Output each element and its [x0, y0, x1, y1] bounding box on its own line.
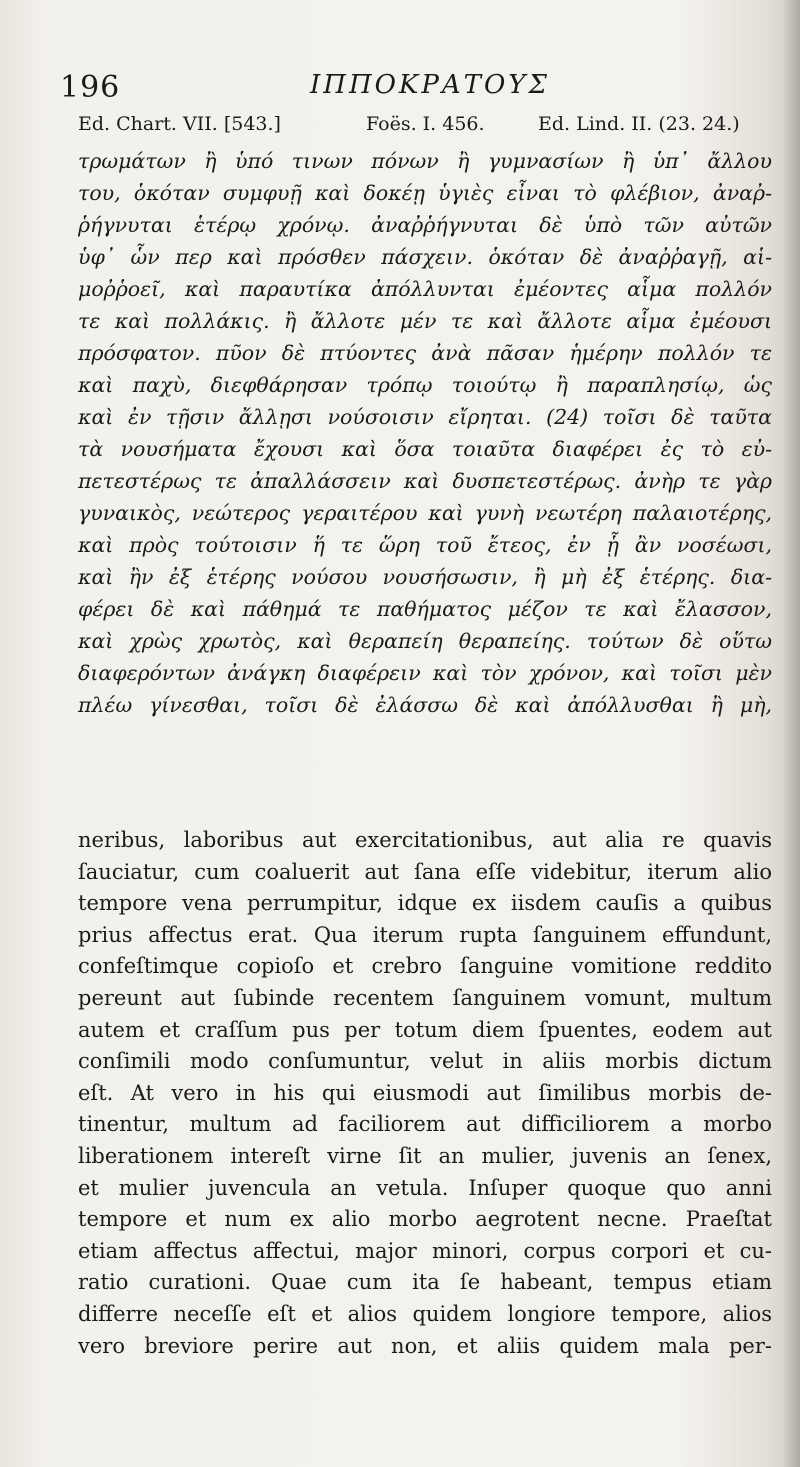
latin-line: differre neceſſe eſt et alios quidem longiore tempore, alios: [78, 1301, 772, 1326]
latin-line: liberationem intereſt virne ſit an mulier, juvenis an ſenex,: [78, 1143, 772, 1168]
latin-line: vero breviore perire aut non, et aliis quidem mala per-: [78, 1333, 772, 1358]
latin-line: neribus, laboribus aut exercitationibus, aut alia re quavis: [78, 828, 772, 852]
greek-line: καὶ παχὺ, διεφθάρησαν τρόπῳ τοιούτῳ ἢ παραπλησίῳ, ὡς: [78, 373, 772, 397]
page-number: 196: [60, 70, 121, 105]
greek-line: τε καὶ πολλάκις. ἢ ἄλλοτε μέν τε καὶ ἄλλοτε αἷμα ἐμέουσι: [78, 309, 772, 333]
latin-line: tinentur, multum ad faciliorem aut difficiliorem a morbo: [78, 1112, 772, 1137]
greek-line: του, ὁκόταν συμφυῇ καὶ δοκέῃ ὑγιὲς εἶναι τὸ φλέβιον, ἀναῤ-: [78, 181, 772, 205]
greek-line: καὶ πρὸς τούτοισιν ἥ τε ὥρη τοῦ ἔτεος, ἐν ᾗ ἂν νοσέωσι,: [78, 533, 772, 557]
latin-line: autem et craſſum pus per totum diem ſpuentes, eodem aut: [78, 1017, 772, 1042]
greek-line: διαφερόντων ἀνάγκη διαφέρειν καὶ τὸν χρόνον, καὶ τοῖσι μὲν: [78, 661, 772, 685]
greek-text-block: [78, 145, 772, 721]
chartier-reference: Ed. Chart. VII. [543.]: [78, 113, 281, 135]
latin-line: confeſtimque copioſo et crebro ſanguine vomitione reddito: [78, 954, 772, 979]
latin-line: eſt. At vero in his qui eiusmodi aut ſimilibus morbis de-: [78, 1080, 772, 1105]
greek-line: πλέω γίνεσθαι, τοῖσι δὲ ἐλάσσω δὲ καὶ ἀπόλλυσθαι ἢ μὴ,: [78, 693, 772, 717]
latin-line: conſimili modo conſumuntur, velut in aliis morbis dictum: [78, 1049, 772, 1074]
greek-line: μοῤῥοεῖ, καὶ παραυτίκα ἀπόλλυνται ἐμέοντες αἷμα πολλόν: [78, 277, 772, 301]
latin-line: ratio curationi. Quae cum ita ſe habeant, tempus etiam: [78, 1270, 772, 1295]
edition-references: [78, 113, 778, 143]
page-header: [60, 62, 760, 112]
latin-line: prius affectus erat. Qua iterum rupta ſanguinem effundunt,: [78, 922, 772, 947]
running-title: ΙΠΠΟΚΡΑΤΟΥΣ: [310, 70, 550, 100]
greek-line: καὶ ἢν ἐξ ἑτέρης νούσου νουσήσωσιν, ἢ μὴ ἐξ ἑτέρης. δια-: [78, 565, 772, 589]
page-edge-shadow: [782, 0, 800, 1467]
greek-line: ῥήγνυται ἑτέρῳ χρόνῳ. ἀναῤῥήγνυται δὲ ὑπὸ τῶν αὐτῶν: [78, 213, 772, 237]
greek-line: πρόσφατον. πῦον δὲ πτύοντες ἀνὰ πᾶσαν ἡμέρην πολλόν τε: [78, 341, 772, 365]
foesius-reference: Foës. I. 456.: [366, 113, 485, 135]
latin-line: tempore vena perrumpitur, idque ex iisdem cauſis a quibus: [78, 891, 772, 916]
greek-line: τρωμάτων ἢ ὑπό τινων πόνων ἢ γυμνασίων ἢ ὑπ᾽ ἄλλου: [78, 149, 772, 173]
greek-line: γυναικὸς, νεώτερος γεραιτέρου καὶ γυνὴ νεωτέρη παλαιοτέρης,: [78, 501, 772, 525]
greek-line: ὑφ᾽ ὧν περ καὶ πρόσθεν πάσχειν. ὁκόταν δὲ ἀναῤῥαγῇ, αἱ-: [78, 245, 772, 269]
latin-line: ſauciatur, cum coaluerit aut ſana eſſe videbitur, iterum alio: [78, 859, 772, 884]
greek-line: πετεστέρως τε ἀπαλλάσσειν καὶ δυσπετεστέρως. ἀνὴρ τε γὰρ: [78, 469, 772, 493]
greek-line: τὰ νουσήματα ἔχουσι καὶ ὅσα τοιαῦτα διαφέρει ἐς τὸ εὐ-: [78, 437, 772, 461]
greek-line: καὶ χρὼς χρωτὸς, καὶ θεραπείη θεραπείης. τούτων δὲ οὕτω: [78, 629, 772, 653]
latin-line: etiam affectus affectui, major minori, corpus corpori et cu-: [78, 1238, 772, 1263]
latin-line: tempore et num ex alio morbo aegrotent necne. Praeſtat: [78, 1207, 772, 1232]
latin-line: pereunt aut ſubinde recentem ſanguinem vomunt, multum: [78, 985, 772, 1010]
greek-line: φέρει δὲ καὶ πάθημά τε παθήματος μέζον τε καὶ ἔλασσον,: [78, 597, 772, 621]
greek-line: καὶ ἐν τῇσιν ἄλλῃσι νούσοισιν εἴρηται. (24) τοῖσι δὲ ταῦτα: [78, 405, 772, 429]
linden-reference: Ed. Lind. II. (23. 24.): [538, 113, 740, 135]
latin-line: et mulier juvencula an vetula. Inſuper quoque quo anni: [78, 1175, 772, 1200]
latin-text-block: [78, 825, 772, 1362]
